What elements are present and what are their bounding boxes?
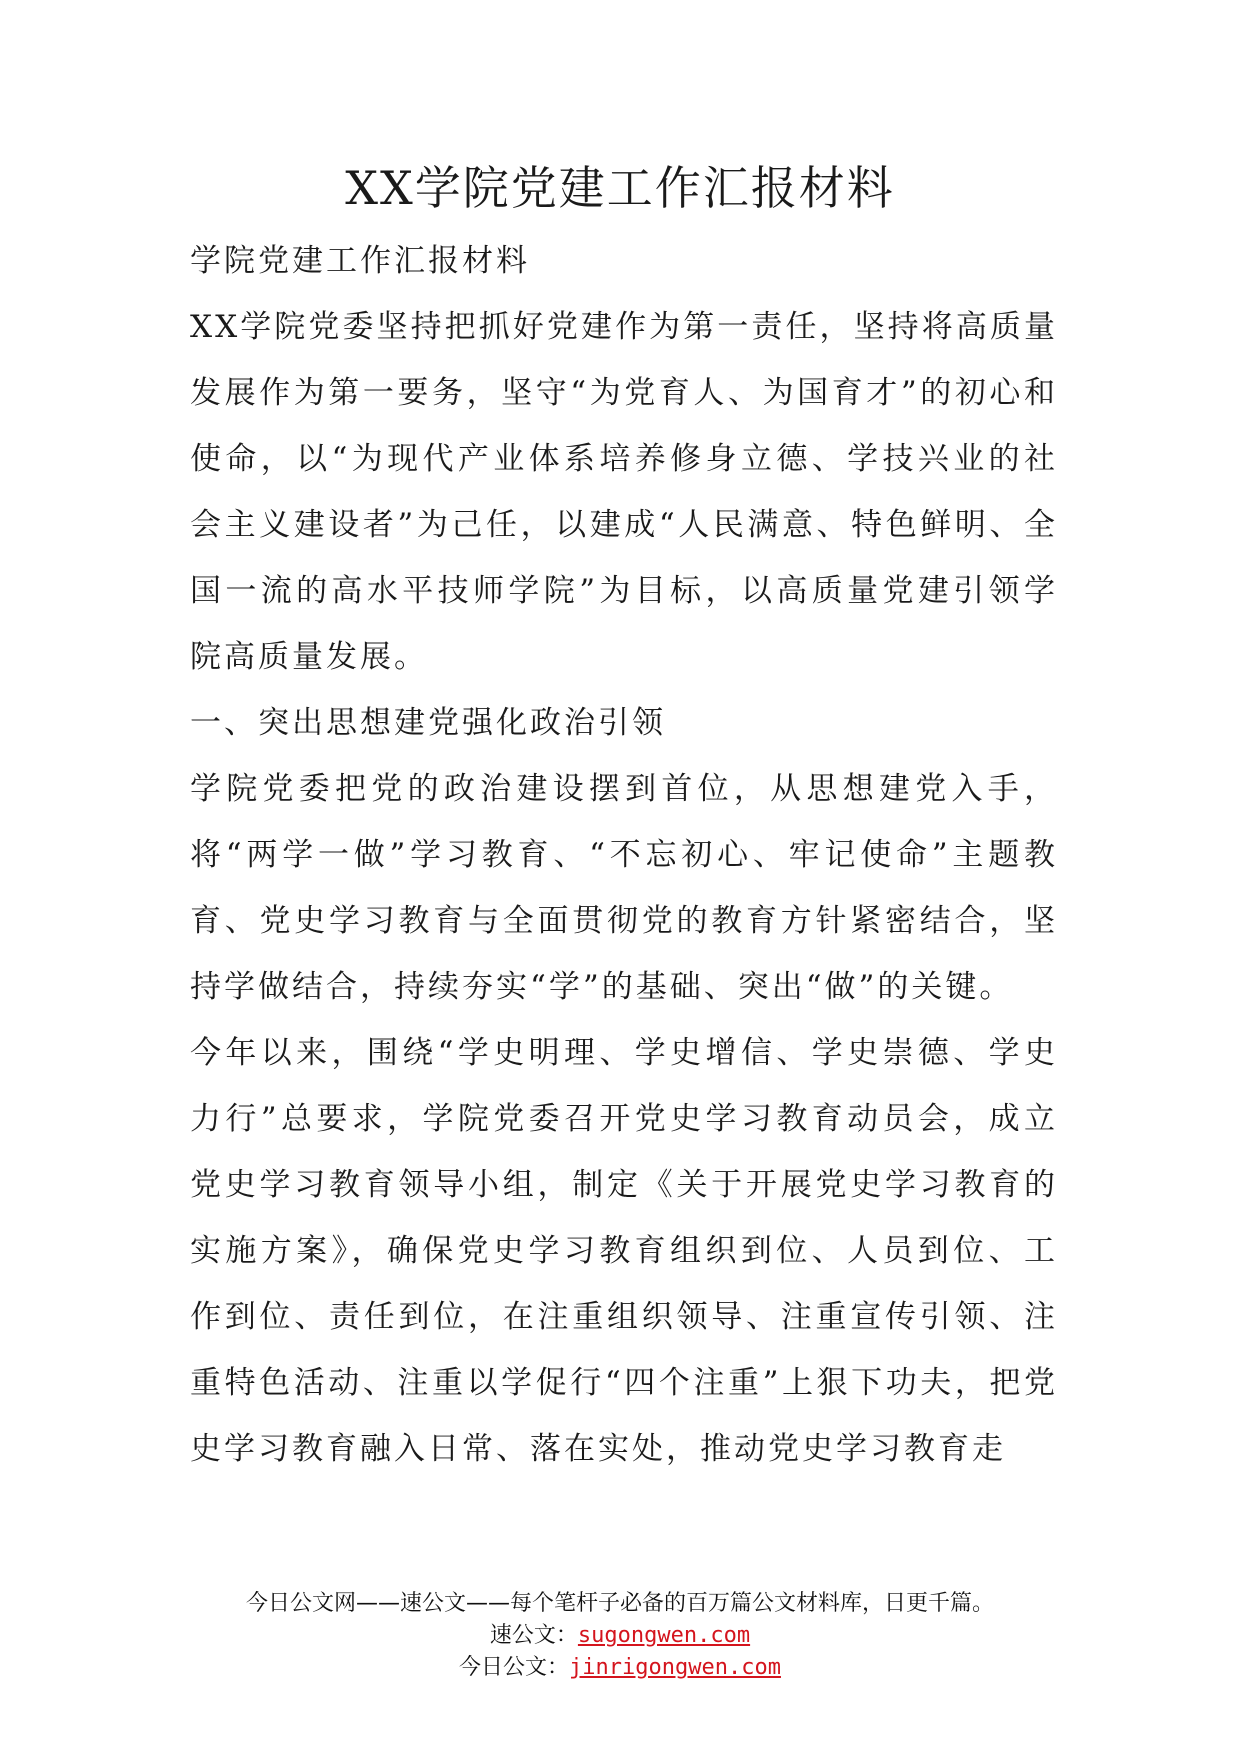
footer-label: 速公文：: [489, 1623, 578, 1648]
body-paragraph: 今年以来，围绕“学史明理、学史增信、学史崇德、学史力行”总要求，学院党委召开党史学习教育动员会，成立党史学习教育领导小组，制定《关于开展党史学习教育的实施方案》，确保党史学习教育组织到位、人员到位、工作到位、责任到位，在注重组织领导、注重宣传引领、注重特色活动、注重以学促行“四个注重”上狠下功夫，把党史学习教育融入日常、落在实处，推动党史学习教育走: [190, 1035, 1058, 1467]
section-heading: 一、突出思想建党强化政治引领: [190, 705, 666, 741]
subtitle-paragraph: 学院党建工作汇报材料: [190, 243, 530, 279]
footer: [0, 1588, 1240, 1684]
intro-paragraph: XX学院党委坚持把抓好党建作为第一责任，坚持将高质量发展作为第一要务，坚守“为党育人、为国育才”的初心和使命，以“为现代产业体系培养修身立德、学技兴业的社会主义建设者”为己任，以建成“人民满意、特色鲜明、全国一流的高水平技师学院”为目标，以高质量党建引领学院高质量发展。: [190, 309, 1058, 675]
document-title: XX学院党建工作汇报材料: [345, 161, 895, 215]
jinrigongwen-link[interactable]: jinrigongwen.com: [569, 1655, 781, 1680]
footer-slogan: 今日公文网——速公文——每个笔杆子必备的百万篇公文材料库，日更千篇。: [245, 1591, 994, 1616]
sugongwen-link[interactable]: sugongwen.com: [577, 1623, 751, 1648]
footer-link-row-1: [0, 1620, 1240, 1652]
footer-link-row-2: [0, 1652, 1240, 1684]
body-paragraph: 学院党委把党的政治建设摆到首位，从思想建党入手，将“两学一做”学习教育、“不忘初心、牢记使命”主题教育、党史学习教育与全面贯彻党的教育方针紧密结合，坚持学做结合，持续夯实“学”的基础、突出“做”的关键。: [190, 771, 1058, 1005]
footer-label: 今日公文：: [459, 1655, 570, 1680]
document-body: [190, 228, 1058, 1482]
